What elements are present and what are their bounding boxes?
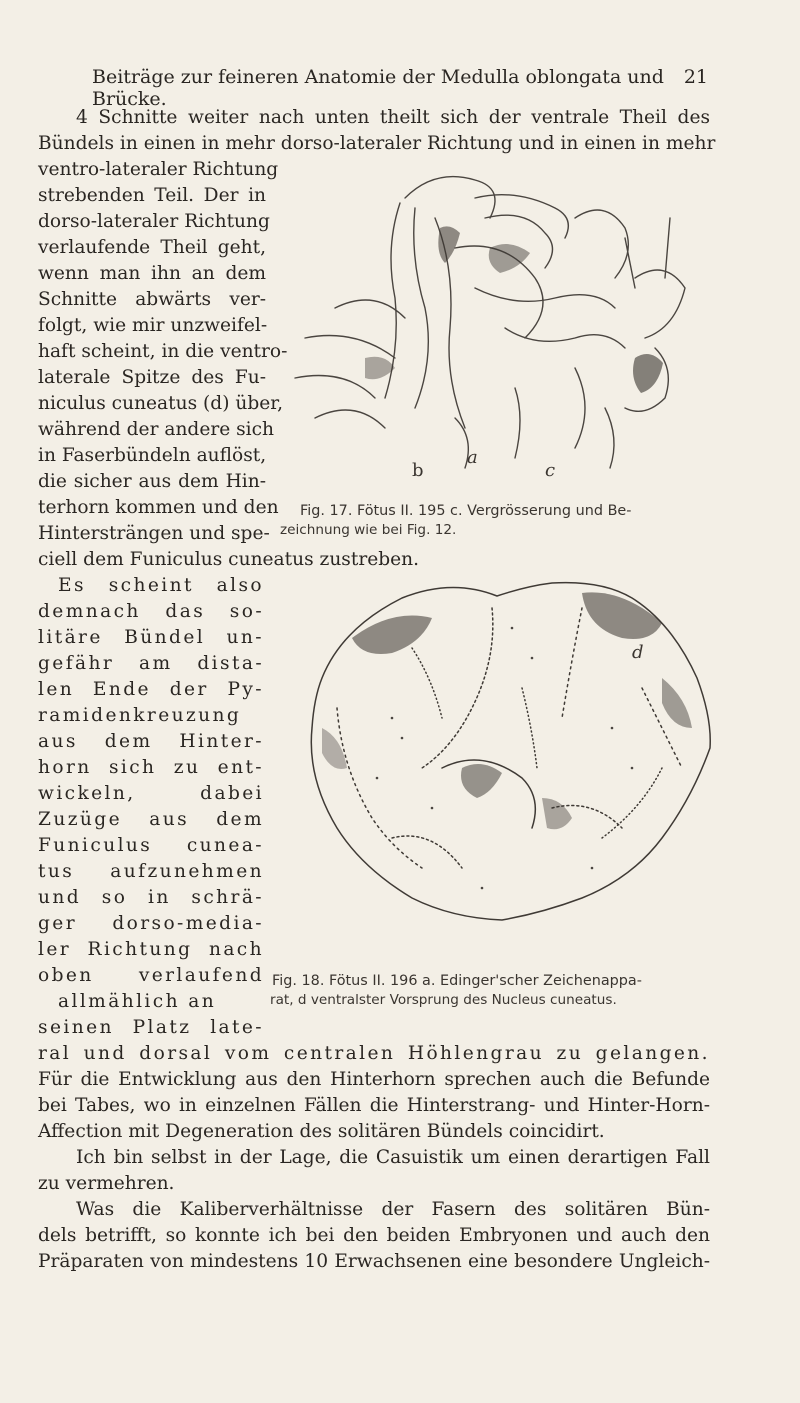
text-line: Es scheint also xyxy=(58,575,264,596)
text-line: ciell dem Funiculus cuneatus zustreben. xyxy=(38,549,419,570)
text-line: ramidenkreuzung xyxy=(38,705,242,726)
text-line: ler Richtung nach xyxy=(38,939,264,960)
text-line: wickeln, dabei xyxy=(38,783,264,804)
text-line: Ich bin selbst in der Lage, die Casuistik um einen derartigen Fall xyxy=(76,1147,710,1168)
text-line: seinen Platz late- xyxy=(38,1017,264,1038)
text-line: in Faserbündeln auflöst, xyxy=(38,445,267,466)
text-line: litäre Bündel un- xyxy=(38,627,264,648)
fig17-caption-line1: Fig. 17. Fötus II. 195 c. Vergrösserung und Be- xyxy=(300,503,632,519)
text-line: dels betrifft, so konnte ich bei den beiden Embryonen und auch den xyxy=(38,1225,710,1246)
text-line: laterale Spitze des Fu- xyxy=(38,367,266,388)
header-title: Beiträge zur feineren Anatomie der Medulla oblongata und Brücke. xyxy=(92,66,664,110)
text-line: Was die Kaliberverhältnisse der Fasern des solitären Bün- xyxy=(76,1199,710,1220)
text-line: aus dem Hinter- xyxy=(38,731,264,752)
text-line: Für die Entwicklung aus den Hinterhorn sprechen auch die Befunde xyxy=(38,1069,710,1090)
text-line: ger dorso-media- xyxy=(38,913,264,934)
text-line: wenn man ihn an dem xyxy=(38,263,266,284)
fig18-illustration xyxy=(282,568,722,978)
text-line: zu vermehren. xyxy=(38,1173,175,1194)
text-line: Zuzüge aus dem xyxy=(38,809,264,830)
text-line: bei Tabes, wo in einzelnen Fällen die Hinterstrang- und Hinter-Horn- xyxy=(38,1095,710,1116)
text-line: Funiculus cunea- xyxy=(38,835,264,856)
running-header xyxy=(92,66,708,110)
text-line: die sicher aus dem Hin- xyxy=(38,471,266,492)
text-line: Bündels in einen in mehr dorso-lateraler Richtung und in einen in mehr xyxy=(38,133,716,154)
text-line: während der andere sich xyxy=(38,419,275,440)
text-line: ral und dorsal vom centralen Höhlengrau zu gelangen. xyxy=(38,1043,710,1064)
text-line: niculus cuneatus (d) über, xyxy=(38,393,283,414)
text-line: Präparaten von mindestens 10 Erwachsenen eine besondere Ungleich- xyxy=(38,1251,710,1272)
text-line: haft scheint, in die ventro- xyxy=(38,341,288,362)
text-line: strebenden Teil. Der in xyxy=(38,185,266,206)
text-line: gefähr am dista- xyxy=(38,653,264,674)
fig17-label-a: a xyxy=(467,447,478,468)
text-line: horn sich zu ent- xyxy=(38,757,264,778)
fig18-label-d: d xyxy=(632,642,644,663)
fig17-label-b: b xyxy=(412,460,424,481)
fig18-caption-line1: Fig. 18. Fötus II. 196 a. Edinger'scher Zeichenappa- xyxy=(272,973,642,989)
text-line: Schnitte abwärts ver- xyxy=(38,289,266,310)
text-line: oben verlaufend xyxy=(38,965,264,986)
fig17-caption-line2: zeichnung wie bei Fig. 12. xyxy=(280,522,457,538)
text-line: verlaufende Theil geht, xyxy=(38,237,266,258)
text-line: Hintersträngen und spe- xyxy=(38,523,270,544)
text-line: dorso-lateraler Richtung xyxy=(38,211,270,232)
text-line: folgt, wie mir unzweifel- xyxy=(38,315,268,336)
fig18-caption-line2: rat, d ventralster Vorsprung des Nucleus cuneatus. xyxy=(270,992,617,1008)
text-line: allmählich an xyxy=(58,991,217,1012)
text-line: terhorn kommen und den xyxy=(38,497,279,518)
text-line: Affection mit Degeneration des solitären Bündels coincidirt. xyxy=(38,1121,605,1142)
text-line: tus aufzunehmen xyxy=(38,861,264,882)
fig17-label-c: c xyxy=(545,460,556,481)
fig17-illustration xyxy=(275,158,705,490)
text-line: ventro-lateraler Richtung xyxy=(38,159,279,180)
text-line: und so in schrä- xyxy=(38,887,264,908)
text-line: demnach das so- xyxy=(38,601,264,622)
text-line: 4 Schnitte weiter nach unten theilt sich der ventrale Theil des xyxy=(76,107,710,128)
text-line: len Ende der Py- xyxy=(38,679,264,700)
page-number: 21 xyxy=(683,66,708,88)
